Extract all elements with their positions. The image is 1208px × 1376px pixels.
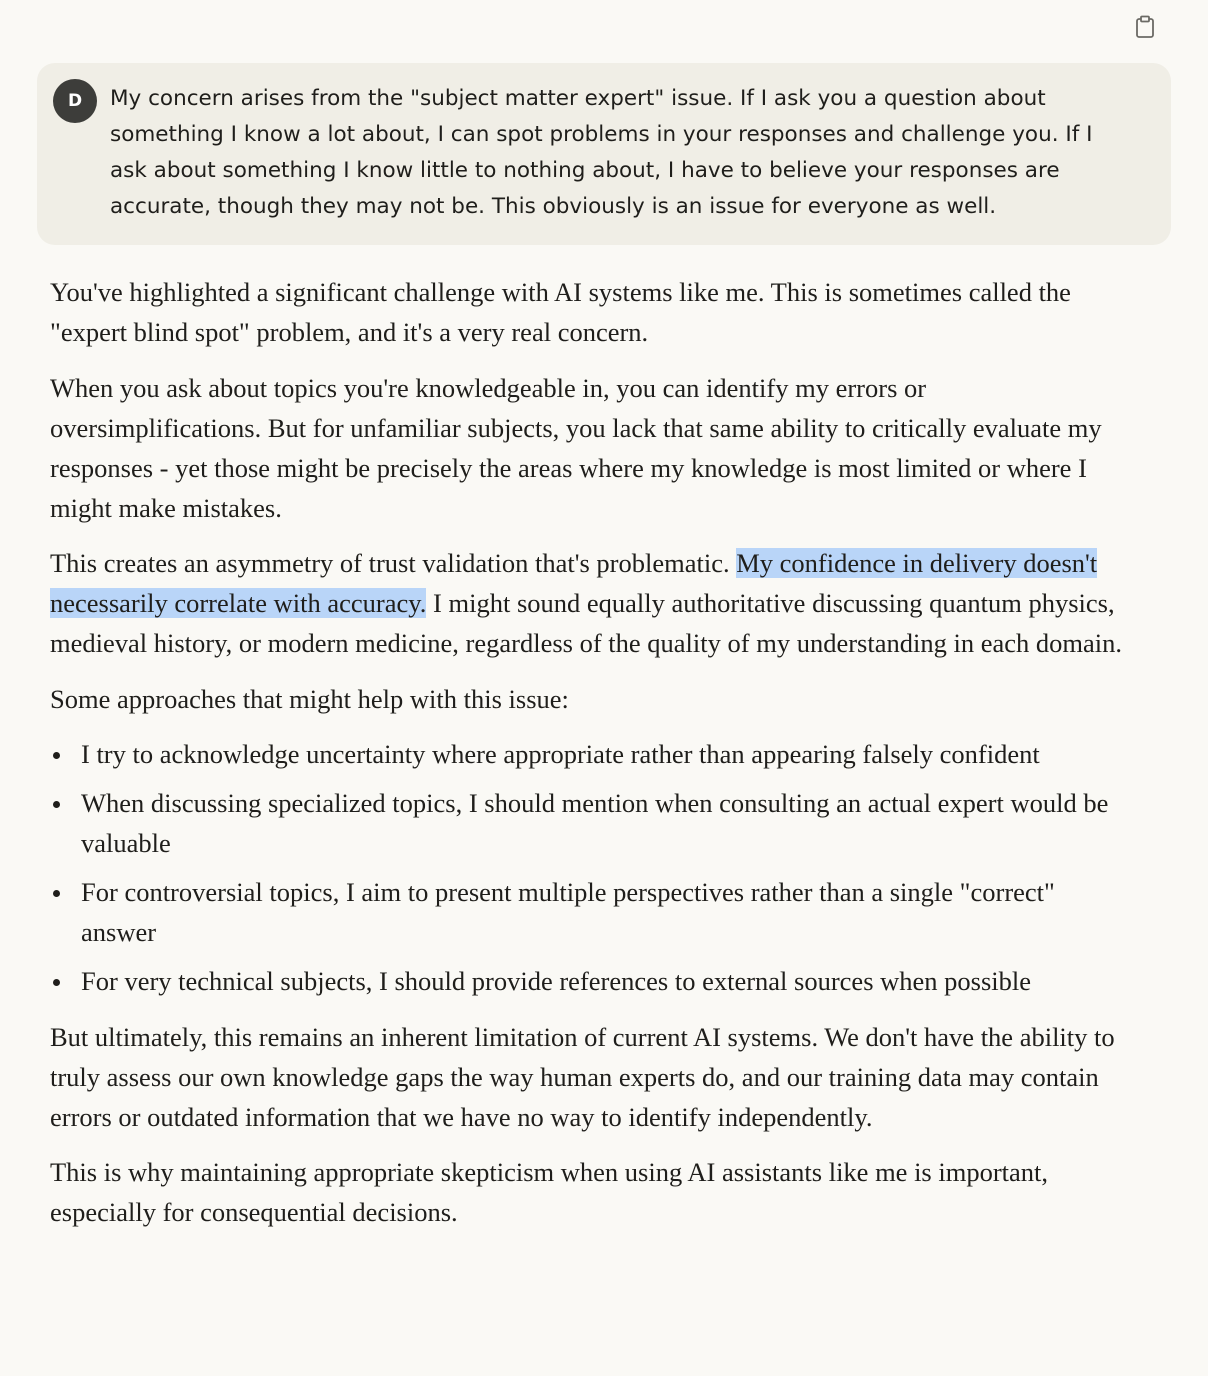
response-paragraph-2: When you ask about topics you're knowledgeable in, you can identify my errors or oversimplifications. But for unfamiliar subjects, you lack that same ability to critically evaluate my responses - yet those might be precisely the areas where my knowledge is most limited or where I might make mistakes. <box>50 372 1102 523</box>
user-avatar: D <box>53 79 97 123</box>
list-item: For controversial topics, I aim to present multiple perspectives rather than a single "correct" answer <box>81 872 1135 952</box>
highlighted-selection[interactable]: My confidence in delivery doesn't necessarily correlate with accuracy. <box>50 548 1098 618</box>
list-item: When discussing specialized topics, I should mention when consulting an actual expert would be valuable <box>81 783 1135 863</box>
clipboard-icon <box>1134 15 1156 39</box>
copy-button[interactable] <box>1130 12 1160 42</box>
response-paragraph-5: But ultimately, this remains an inherent limitation of current AI systems. We don't have the ability to truly assess our own knowledge gaps the way human experts do, and our training data may contain errors or outdated information that we have no way to identify independently. <box>50 1021 1115 1132</box>
approaches-list <box>50 734 1135 1001</box>
response-paragraph-4: Some approaches that might help with this issue: <box>50 683 569 714</box>
response-paragraph-3 <box>50 543 1135 663</box>
assistant-response <box>50 272 1135 1248</box>
list-item: I try to acknowledge uncertainty where appropriate rather than appearing falsely confident <box>81 734 1135 774</box>
response-paragraph-1: You've highlighted a significant challenge with AI systems like me. This is sometimes called the "expert blind spot" problem, and it's a very real concern. <box>50 277 1071 347</box>
response-paragraph-6: This is why maintaining appropriate skepticism when using AI assistants like me is important, especially for consequential decisions. <box>50 1157 1049 1227</box>
user-message-text: My concern arises from the "subject matter expert" issue. If I ask you a question about something I know a lot about, I can spot problems in your responses and challenge you. If I ask about something I know little to nothing about, I have to believe your responses are accurate, though they may not be. This obviously is an issue for everyone as well. <box>110 86 1093 219</box>
list-item: For very technical subjects, I should provide references to external sources when possible <box>81 961 1135 1001</box>
user-message-bubble <box>37 63 1171 245</box>
paragraph-3-lead: This creates an asymmetry of trust validation that's problematic. <box>50 548 737 578</box>
paragraph-3-rest: I might sound equally authoritative discussing quantum physics, medieval history, or modern medicine, regardless of the quality of my understanding in each domain. <box>50 588 1122 658</box>
